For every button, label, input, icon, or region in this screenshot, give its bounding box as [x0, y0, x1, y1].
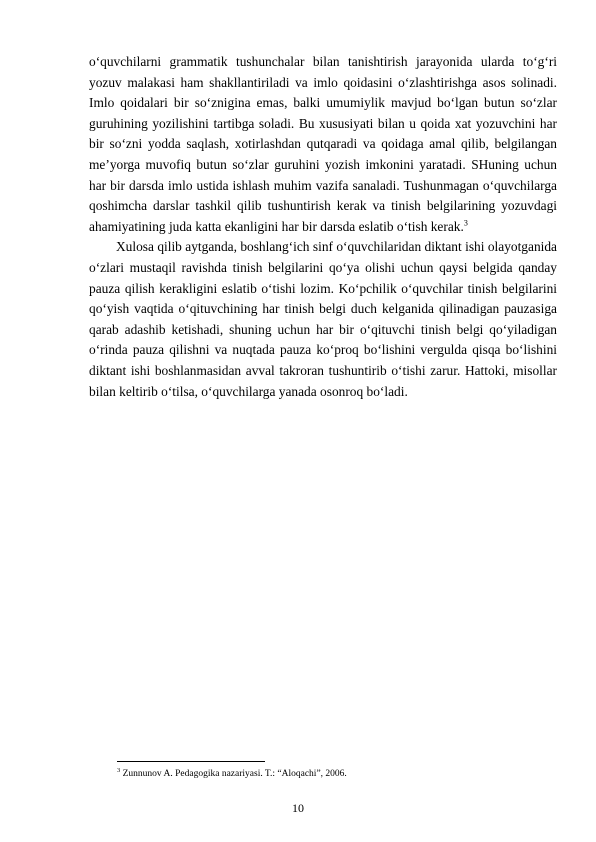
- paragraph-2-text: Xulosa qilib aytganda, boshlang‘ich sinf o‘quvchilaridan diktant ishi olayotganida o‘zlari mustaqil ravishda tinish belgilarini qo‘ya olishi uchun qaysi belgida qanday pauza qilish kerakligini eslatib o‘tishi lozim. Ko‘pchilik o‘quvchilar tinish belgilarini qo‘yish vaqtida o‘qituvchining har tinish belgi duch kelganida qilinadigan pauzasiga qarab adashib ketishadi, shuning uchun har bir o‘qituvchi tinish belgi qo‘yiladigan o‘rinda pauza qilishni va nuqtada pauza ko‘proq bo‘lishini vergulda qisqa bo‘lishini diktant ishi boshlanmasidan avval takroran tushuntirib o‘tishi zarur. Hattoki, misollar bilan keltirib o‘tilsa, o‘quvchilarga yanada osonroq bo‘ladi.: [89, 239, 557, 399]
- footnote-text: Zunnunov A. Pedagogika nazariyasi. T.: “Aloqachi”, 2006.: [122, 769, 347, 779]
- footnote-marker: 3: [117, 766, 121, 774]
- footnote: [117, 768, 557, 780]
- footnote-reference[interactable]: 3: [463, 218, 468, 228]
- body-text: [89, 52, 557, 402]
- paragraph-1: [89, 52, 557, 237]
- footnote-separator: [117, 761, 265, 762]
- paragraph-2: [89, 237, 557, 402]
- page-number: 10: [292, 801, 304, 815]
- paragraph-1-text: o‘quvchilarni grammatik tushunchalar bilan tanishtirish jarayonida ularda to‘g‘ri yozuv malakasi ham shakllantiriladi va imlo qoidasini o‘zlashtirishga asos solinadi. Imlo qoidalari bir so‘znigina emas, balki umumiylik mavjud bo‘lgan butun so‘zlar guruhining yozilishini tartibga soladi. Bu xususiyati bilan u qoida xat yozuvchini har bir so‘zni yodda saqlash, xotirlashdan qutqaradi va qoidaga amal qilib, belgilangan me’yorga muvofiq butun so‘zlar guruhini yozish imkonini yaratadi. SHuning uchun har bir darsda imlo ustida ishlash muhim vazifa sanaladi. Tushunmagan o‘quvchilarga qoshimcha darslar tashkil qilib tushuntirish kerak va tinish belgilarining yozuvdagi ahamiyatining juda katta ekanligini har bir darsda eslatib o‘tish kerak.: [89, 54, 557, 234]
